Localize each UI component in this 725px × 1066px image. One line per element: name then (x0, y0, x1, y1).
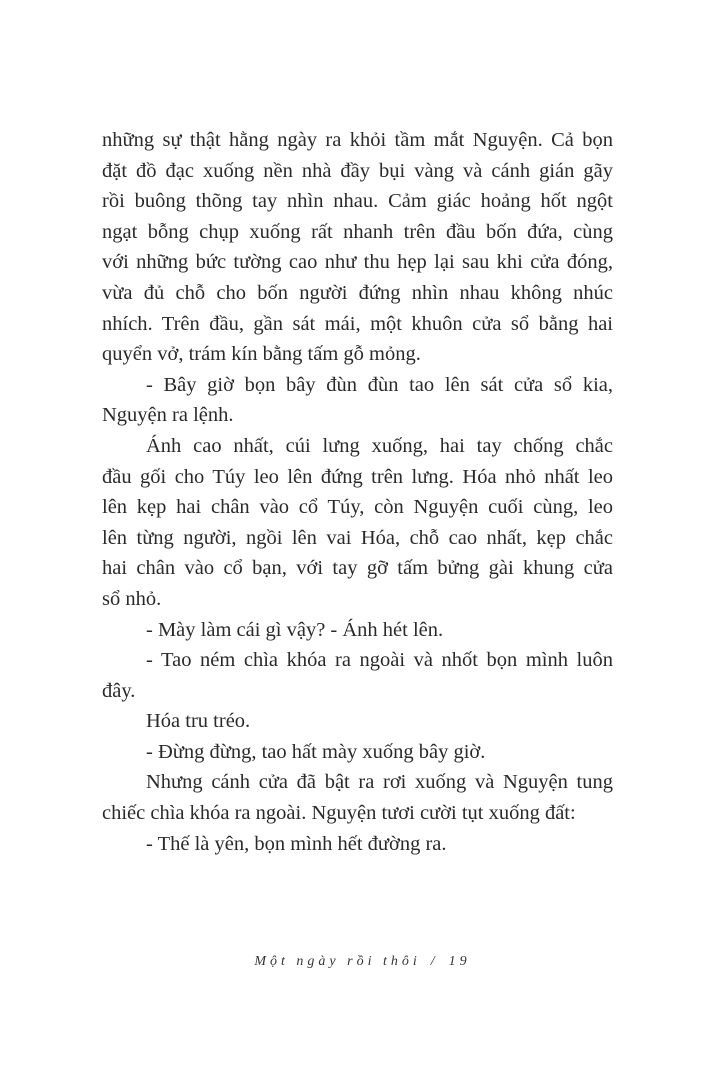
text-line: sổ nhỏ. (102, 587, 162, 610)
paragraph (102, 645, 613, 706)
paragraph (102, 370, 613, 431)
text-line: quyển vở, trám kín bằng tấm gỗ mỏng. (102, 343, 421, 366)
body-text (102, 125, 613, 859)
text-line: lên từng người, ngồi lên vai Hóa, chỗ cao nhất, kẹp chắc (102, 526, 613, 549)
page-footer (0, 954, 725, 970)
text-line: đầu gối cho Túy leo lên đứng trên lưng. Hóa nhỏ nhất leo (102, 465, 613, 488)
footer-separator: / (430, 954, 439, 969)
paragraph (102, 125, 613, 370)
text-line: với những bức tường cao như thu hẹp lại sau khi cửa đóng, (102, 251, 613, 274)
text-line: nhích. Trên đầu, gần sát mái, một khuôn cửa sổ bằng hai (102, 312, 613, 335)
text-line: những sự thật hằng ngày ra khỏi tầm mắt Nguyện. Cả bọn (102, 129, 613, 151)
text-line: đây. (102, 679, 136, 702)
text-line: ngạt bỗng chụp xuống rất nhanh trên đầu bốn đứa, cùng (102, 220, 613, 243)
text-line: đặt đồ đạc xuống nền nhà đầy bụi vàng và cánh gián gãy (102, 159, 613, 182)
paragraph (102, 829, 613, 860)
text-line: Hóa tru tréo. (146, 710, 251, 733)
paragraph (102, 767, 613, 828)
text-line: - Đừng đừng, tao hất mày xuống bây giờ. (146, 740, 486, 763)
text-line: Nhưng cánh cửa đã bật ra rơi xuống và Nguyện tung (146, 771, 613, 794)
text-line: - Thế là yên, bọn mình hết đường ra. (146, 832, 447, 855)
text-line: - Bây giờ bọn bây đùn đùn tao lên sát cửa sổ kia, (146, 373, 613, 396)
text-line: chiếc chìa khóa ra ngoài. Nguyện tươi cười tụt xuống đất: (102, 802, 576, 825)
text-line: - Tao ném chìa khóa ra ngoài và nhốt bọn mình luôn (146, 649, 613, 672)
text-line: Nguyện ra lệnh. (102, 404, 234, 427)
text-line: lên kẹp hai chân vào cổ Túy, còn Nguyện cuối cùng, leo (102, 496, 613, 519)
paragraph (102, 431, 613, 615)
text-line: - Mày làm cái gì vậy? - Ánh hét lên. (146, 618, 444, 641)
paragraph (102, 615, 613, 646)
paragraph (102, 737, 613, 768)
page-number: 19 (448, 954, 471, 969)
paragraph (102, 706, 613, 737)
text-line: rồi buông thõng tay nhìn nhau. Cảm giác hoảng hốt ngột (102, 190, 613, 213)
text-line: vừa đủ chỗ cho bốn người đứng nhìn nhau không nhúc (102, 281, 613, 304)
text-line: Ánh cao nhất, cúi lưng xuống, hai tay chống chắc (146, 434, 613, 457)
text-line: hai chân vào cổ bạn, với tay gỡ tấm bửng gài khung cửa (102, 557, 613, 580)
running-title: Một ngày rồi thôi (254, 954, 421, 969)
